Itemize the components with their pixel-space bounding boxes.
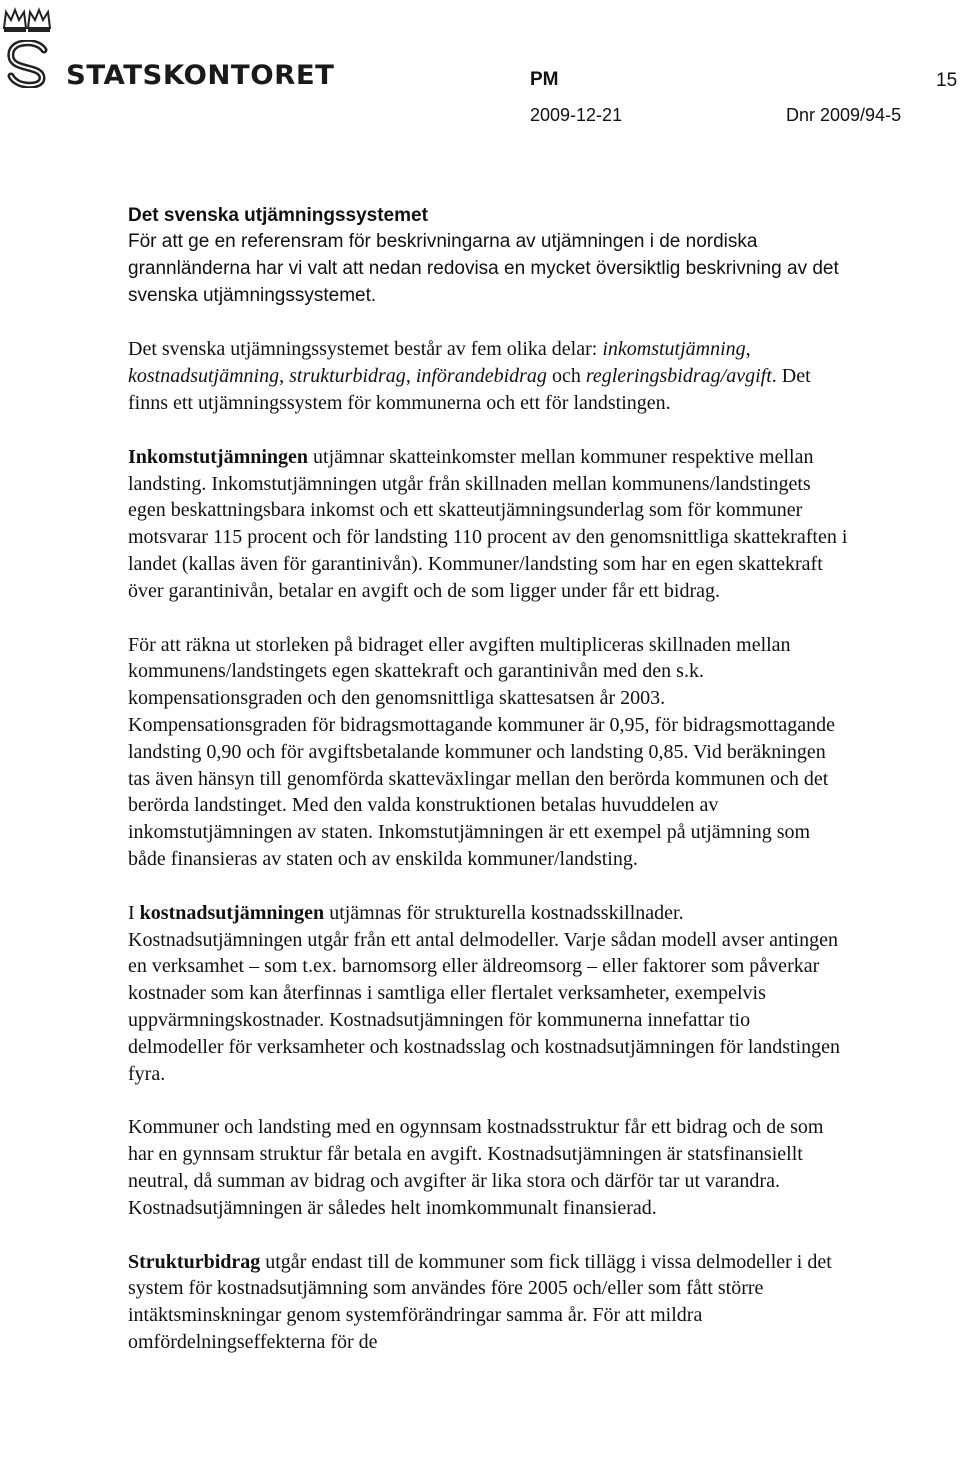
paragraph-bidrag-avgift: För att räkna ut storleken på bidraget eller avgiften multipliceras skillnaden mellan kommunens/landstingets egen skattekraft och garantinivån med den s.k. kompensationsgraden och den genomsnittliga skattesatsen år 2003. Kompensationsgraden för bidragsmottagande kommuner är 0,95, för bidragsmottagande landsting 0,90 och för avgiftsbetalande kommuner och landsting 0,85. Vid beräkningen tas även hänsyn till genomförda skatteväxlingar mellan den berörda kommunen och det berörda landstinget. Med den valda konstruktionen betalas huvuddelen av inkomstutjämningen av staten. Inkomstutjämningen är ett exempel på utjämning som både finansieras av staten och av enskilda kommuner/landsting. bbox=[128, 633, 836, 870]
text-run: I bbox=[128, 901, 140, 924]
text-run: Det svenska utjämningssystemet består av fem olika delar: bbox=[128, 338, 603, 361]
text-run: och bbox=[546, 365, 586, 388]
term-inforandebidrag: införandebidrag bbox=[415, 365, 547, 388]
text-run: utjämnar skatteinkomster mellan kommuner respektive mellan landsting. Inkomstutjämningen utgår från skillnaden mellan kommunens/landstingets egen beskattningsbara inkomst och ett skatteutjämningsunderlag som för kommuner motsvarar 115 procent och för landsting 110 procent av den genomsnittliga skattekraften i landet (kallas även för garantinivån). Kommuner/landsting som har en egen skattekraft över garantinivån, betalar en avgift och de som ligger under får ett bidrag. bbox=[128, 445, 848, 602]
page-number: 15 bbox=[936, 70, 958, 91]
s-emblem-icon bbox=[6, 40, 50, 88]
document-body bbox=[128, 202, 848, 1356]
paragraph-kostnadsstruktur: Kommuner och landsting med en ogynnsam kostnadsstruktur får ett bidrag och de som har en gynnsam struktur får betala en avgift. Kostnadsutjämningen är statsfinansiellt neutral, då summan av bidrag och avgifter är lika stora och därför tar ut varandra. Kostnadsutjämningen är således helt inomkommunalt finansierad. bbox=[128, 1116, 824, 1219]
term-strukturbidrag: strukturbidrag bbox=[289, 365, 406, 388]
doc-dnr: Dnr 2009/94-5 bbox=[786, 105, 902, 125]
org-name: STATSKONTORET bbox=[66, 60, 335, 91]
text-run: , bbox=[745, 338, 751, 361]
text-run: utjämnas för strukturella kostnadsskillnader. Kostnadsutjämningen utgår från ett antal delmodeller. Varje sådan modell avser antingen en verksamhet – som t.ex. barnomsorg eller äldreomsorg – eller faktorer som påverkar kostnader som kan återfinnas i samtliga eller flertalet verksamheter, exempelvis uppvärmningskostnader. Kostnadsutjämningen för kommunerna innefattar tio delmodeller för verksamheter och kostnadsslag och kostnadsutjämningen för landstingen fyra. bbox=[128, 901, 841, 1085]
statskontoret-logo bbox=[2, 4, 335, 94]
doc-date: 2009-12-21 bbox=[530, 105, 623, 125]
section-heading: Det svenska utjämningssystemet bbox=[128, 205, 428, 226]
term-kostnadsutjamning: kostnadsutjämning bbox=[128, 365, 280, 388]
text-run: , bbox=[279, 365, 290, 388]
intro-paragraph: För att ge en referensram för beskrivningarna av utjämningen i de nordiska grannländerna har vi valt att nedan redovisa en mycket översiktlig beskrivning av det svenska utjämningssystemet. bbox=[128, 231, 839, 306]
doc-type: PM bbox=[530, 69, 559, 90]
text-run: . Det finns ett utjämningssystem för kommunerna och ett för landstingen. bbox=[128, 365, 811, 414]
text-run: , bbox=[405, 365, 416, 388]
term-kostnadsutjamningen: kostnadsutjämningen bbox=[139, 901, 325, 924]
term-inkomstutjamning: inkomstutjämning bbox=[602, 338, 746, 361]
term-inkomstutjamningen: Inkomstutjämningen bbox=[128, 445, 309, 468]
paragraph-inkomstutjamning bbox=[128, 444, 848, 605]
text-run: utgår endast till de kommuner som fick tillägg i vissa delmodeller i det system för kostnadsutjämning som användes före 2005 och/eller som fått större intäktsminskningar genom systemförändringar samma år. För att mildra omfördelningseffekterna för de bbox=[128, 1250, 832, 1353]
paragraph-strukturbidrag bbox=[128, 1249, 848, 1356]
paragraph-kostnadsutjamning bbox=[128, 900, 848, 1088]
paragraph-system-parts bbox=[128, 336, 848, 416]
three-crowns-icon bbox=[2, 4, 52, 34]
term-strukturbidrag-bold: Strukturbidrag bbox=[128, 1250, 261, 1273]
term-regleringsbidrag: regleringsbidrag/avgift bbox=[585, 365, 772, 388]
